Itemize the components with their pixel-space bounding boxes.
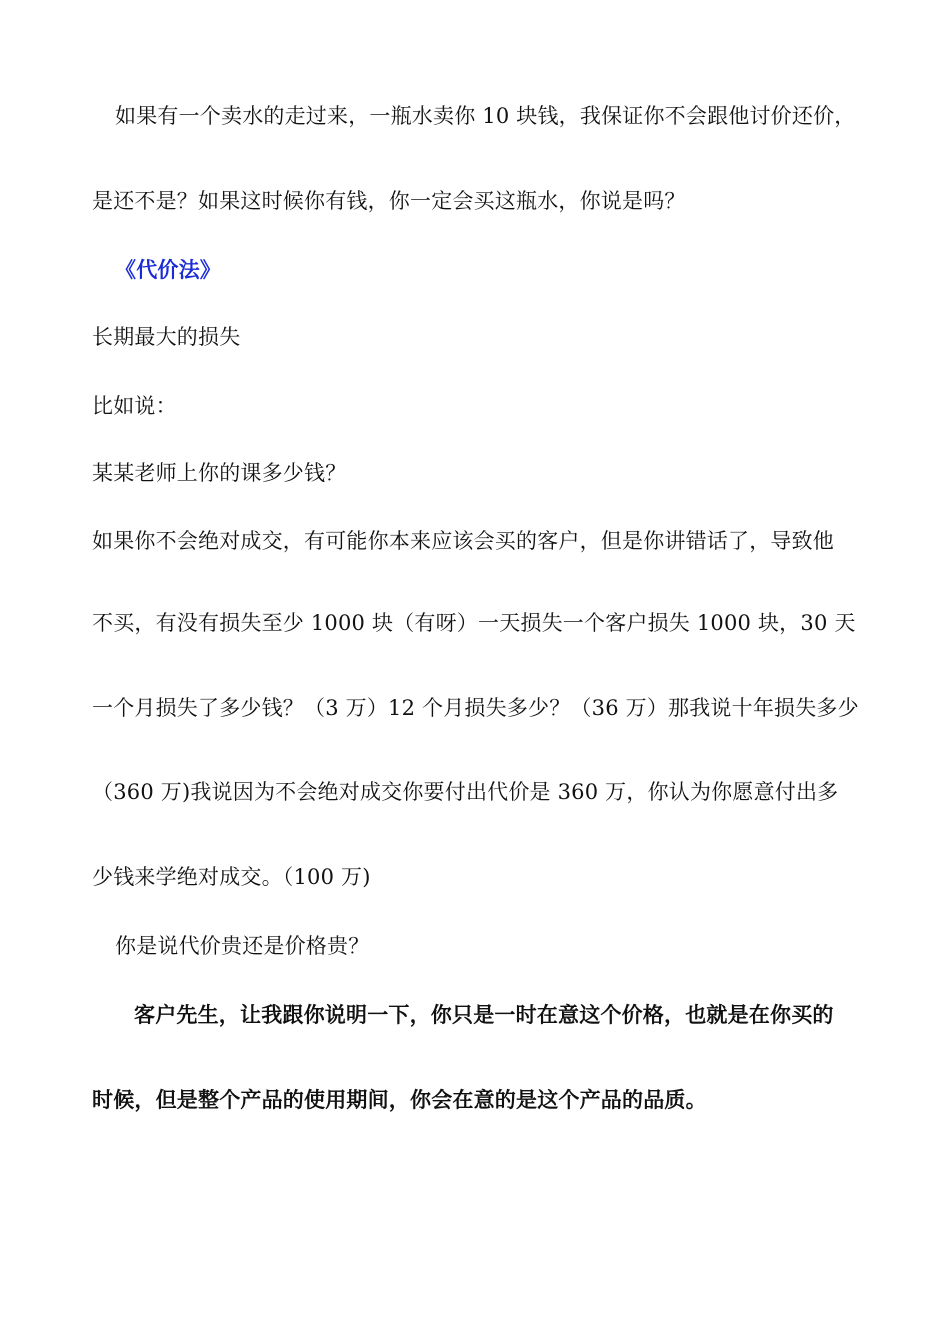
section-heading: 《代价法》 — [115, 258, 221, 282]
bold-paragraph-line-2: 时候，但是整个产品的使用期间，你会在意的是这个产品的品质。 — [92, 1087, 707, 1112]
bold-paragraph-line-1: 客户先生，让我跟你说明一下，你只是一时在意这个价格，也就是在你买的 — [134, 1002, 834, 1027]
paragraph-line-7: 不买，有没有损失至少 1000 块（有呀）一天损失一个客户损失 1000 块，30 天 — [92, 611, 856, 635]
paragraph-line-4: 比如说： — [92, 394, 177, 418]
paragraph-line-2: 是还不是？如果这时候你有钱，你一定会买这瓶水，你说是吗？ — [92, 189, 686, 213]
paragraph-line-3: 长期最大的损失 — [92, 325, 241, 349]
paragraph-line-1: 如果有一个卖水的走过来，一瓶水卖你 10 块钱，我保证你不会跟他讨价还价， — [115, 104, 856, 128]
paragraph-line-5: 某某老师上你的课多少钱？ — [92, 461, 347, 485]
paragraph-line-11: 你是说代价贵还是价格贵？ — [115, 934, 370, 958]
paragraph-line-8: 一个月损失了多少钱？（3 万）12 个月损失多少？（36 万）那我说十年损失多少 — [92, 696, 859, 720]
paragraph-line-10: 少钱来学绝对成交。（100 万) — [92, 865, 371, 889]
paragraph-line-6: 如果你不会绝对成交，有可能你本来应该会买的客户，但是你讲错话了，导致他 — [92, 529, 834, 553]
paragraph-line-9: （360 万)我说因为不会绝对成交你要付出代价是 360 万，你认为你愿意付出多 — [92, 780, 839, 804]
